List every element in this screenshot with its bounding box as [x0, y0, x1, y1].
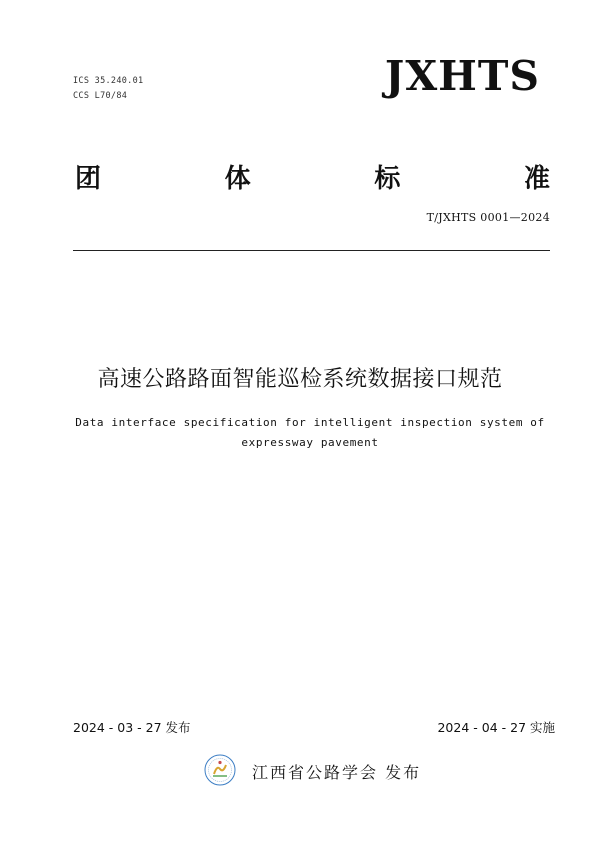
society-seal-icon	[204, 754, 236, 786]
standard-type-char: 体	[224, 164, 251, 194]
issue-date: 2024 - 03 - 27 发布	[73, 720, 191, 735]
organization-logo: JXHTS	[384, 52, 540, 100]
standard-type	[75, 158, 550, 195]
standard-type-char: 标	[374, 164, 401, 194]
seal-road-mark	[214, 765, 226, 774]
ics-code: ICS 35.240.01	[73, 76, 144, 86]
seal-dot-mark	[218, 761, 221, 764]
standard-number: T/JXHTS 0001—2024	[426, 211, 550, 224]
document-title-chinese: 高速公路路面智能巡检系统数据接口规范	[97, 367, 503, 392]
standard-type-char: 准	[523, 164, 550, 194]
header-divider	[73, 250, 550, 251]
classification-codes	[73, 74, 143, 104]
publisher-line: 江西省公路学会 发布	[252, 763, 422, 782]
standard-type-char: 团	[75, 164, 102, 194]
effective-date: 2024 - 04 - 27 实施	[437, 720, 555, 735]
document-title-english: Data interface specification for intelligent inspection system of expressway pavement	[75, 416, 545, 449]
ccs-code: CCS L70/84	[73, 91, 128, 101]
